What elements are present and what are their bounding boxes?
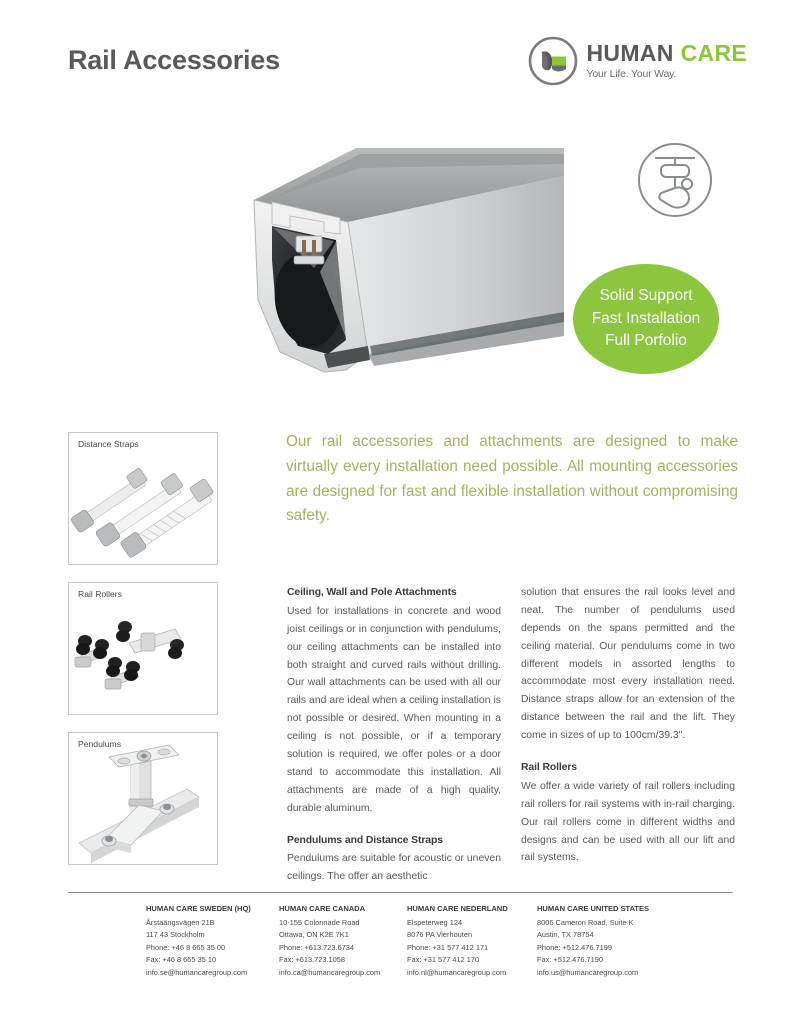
hero-rail-image: [228, 140, 564, 390]
thumbnail-label: Distance Straps: [78, 439, 139, 449]
office-address-line-1: Elspeterweg 124: [407, 917, 463, 927]
office-block-canada: [279, 903, 407, 979]
footer-offices: [68, 903, 733, 979]
human-care-circle-logo-icon: [528, 36, 578, 86]
human-care-logo: [528, 36, 747, 86]
thumbnail-distance-straps: [68, 432, 218, 565]
logo-wordmark: [587, 42, 747, 80]
body-column-right: [521, 584, 735, 867]
office-address-line-1: Årstaängsvägen 21B: [146, 917, 215, 927]
thumbnail-pendulums: [68, 732, 218, 865]
office-name: HUMAN CARE CANADA: [279, 904, 366, 913]
badge-line-2: Fast Installation: [591, 309, 701, 327]
body-column-left: [287, 584, 501, 886]
office-email[interactable]: info.us@humancaregroup.com: [537, 967, 639, 977]
office-name: HUMAN CARE NEDERLAND: [407, 904, 508, 913]
logo-name-human: HUMAN: [586, 40, 674, 67]
thumbnail-label: Rail Rollers: [78, 589, 122, 599]
paragraph-pendulums-distance-straps: Pendulums are suitable for acoustic or uneven ceilings. The offer an aesthetic: [287, 853, 501, 883]
office-fax: Fax: +31 577 412 170: [407, 955, 480, 965]
heading-rail-rollers: Rail Rollers: [521, 762, 577, 774]
office-address-line-1: 10-155 Colonnade Road: [279, 917, 360, 927]
page-header: [0, 0, 799, 110]
logo-tagline: Your Life. Your Way.: [586, 68, 677, 81]
office-address-line-2: 117 43 Stockholm: [146, 930, 205, 940]
office-phone: Phone: +613.723.6734: [279, 942, 355, 952]
office-fax: Fax: +613.723.1058: [279, 955, 345, 965]
office-block-nederland: [407, 903, 537, 979]
intro-paragraph: Our rail accessories and attachments are designed to make virtually every installation need possible. All mounting accessories are designed for fast and flexible installation without compromising safety.: [286, 433, 738, 525]
heading-pendulums-distance-straps: Pendulums and Distance Straps: [287, 834, 443, 846]
office-email[interactable]: info.ca@humancaregroup.com: [279, 967, 381, 977]
logo-name-care: CARE: [680, 40, 747, 67]
thumbnail-label: Pendulums: [78, 739, 121, 749]
office-email[interactable]: info.nl@humancaregroup.com: [407, 967, 507, 977]
office-address-line-1: 8006 Cameron Road, Suite K: [537, 917, 634, 927]
paragraph-ceiling-wall-pole-attachments: Used for installations in concrete and wood joist ceilings or in conjunction with pendulums, our ceiling attachments can be installed into both straight and curved rails without drilling. Our wall attachments can be used with all our rails and are ideal when a ceiling installation is not possible or desired. When mounting in a ceiling is not possible, or if a temporary solution is required, we offer poles or a door stand to accommodate this installation. All attachments are made of a high quality, durable aluminum.: [287, 605, 501, 814]
paragraph-pendulums-continued: solution that ensures the rail looks level and neat. The number of pendulums used depends on the spans permitted and the ceiling material. Our pendulums come in two different models in assorted lengths to accommodate most every installation need. Distance straps allow for an extension of the distance between the rail and the lift. They come in sizes of up to 100cm/39.3".: [521, 587, 735, 742]
heading-ceiling-wall-pole-attachments: Ceiling, Wall and Pole Attachments: [287, 587, 457, 598]
office-phone: Phone: +31 577 412 171: [407, 942, 489, 952]
thumbnail-rail-rollers: [68, 582, 218, 715]
office-name: HUMAN CARE SWEDEN (HQ): [146, 904, 251, 913]
office-phone: Phone: +512.476.7199: [537, 942, 613, 952]
page-title: Rail Accessories: [68, 45, 280, 75]
office-address-line-2: 8076 PA Vierhouten: [407, 930, 473, 940]
office-phone: Phone: +46 8 665 35 00: [146, 942, 226, 952]
office-fax: Fax: +512.476.7190: [537, 955, 603, 965]
ceiling-lift-sling-icon: [631, 136, 719, 224]
office-fax: Fax: +46 8 665 35 10: [146, 955, 217, 965]
column-spacer: [287, 818, 501, 832]
value-proposition-badge: [573, 264, 719, 374]
office-email[interactable]: info.se@humancaregroup.com: [146, 967, 248, 977]
office-block-sweden: [146, 903, 279, 979]
badge-line-3: Full Porfolio: [605, 332, 687, 350]
office-address-line-2: Ottawa, ON K2E 7K1: [279, 930, 349, 940]
badge-line-1: Solid Support: [599, 287, 693, 305]
office-name: HUMAN CARE UNITED STATES: [537, 904, 650, 913]
office-block-united-states: [537, 903, 677, 979]
paragraph-rail-rollers: We offer a wide variety of rail rollers including rail rollers for rail systems with in-rail charging. Our rail rollers come in different widths and designs and can be used with all our lift and rail systems.: [521, 780, 735, 864]
footer-divider: [68, 892, 733, 893]
column-spacer: [521, 745, 735, 759]
office-address-line-2: Austin, TX 78754: [537, 930, 594, 940]
